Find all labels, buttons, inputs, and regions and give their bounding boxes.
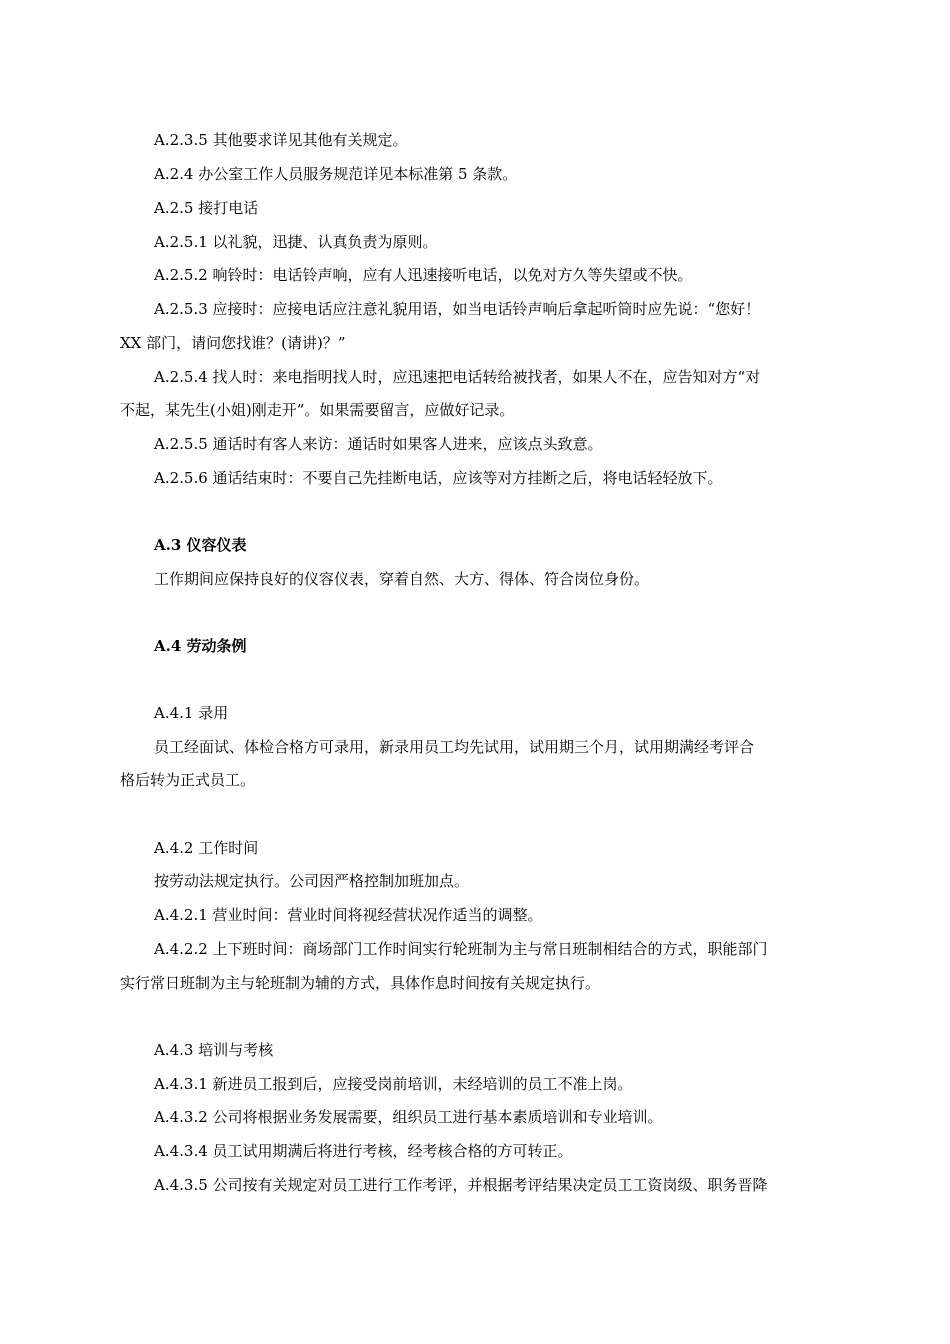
clause-a-2-5-5: A.2.5.5 通话时有客人来访：通话时如果客人进来，应该点头致意。: [154, 435, 603, 453]
clause-a-4-3: A.4.3 培训与考核: [154, 1041, 274, 1059]
clause-a-4-2-2: A.4.2.2 上下班时间：商场部门工作时间实行轮班制为主与常日班制相结合的方式，职能部门: [154, 940, 768, 958]
clause-a-2-5-1: A.2.5.1 以礼貌，迅捷、认真负责为原则。: [154, 233, 438, 251]
clause-a-2-5-6: A.2.5.6 通话结束时：不要自己先挂断电话，应该等对方挂断之后，将电话轻轻放下。: [154, 469, 723, 487]
paragraph-a-3: 工作期间应保持良好的仪容仪表，穿着自然、大方、得体、符合岗位身份。: [154, 570, 650, 588]
clause-a-4-2: A.4.2 工作时间: [154, 839, 259, 857]
section-heading-a-4: A.4 劳动条例: [154, 637, 247, 655]
clause-a-2-5: A.2.5 接打电话: [154, 199, 259, 217]
clause-a-4-3-2: A.4.3.2 公司将根据业务发展需要，组织员工进行基本素质培训和专业培训。: [154, 1108, 663, 1126]
clause-a-2-5-3: A.2.5.3 应接时：应接电话应注意礼貌用语，如当电话铃声响后拿起听筒时应先说：“您好！: [154, 300, 761, 318]
paragraph-a-4-2: 按劳动法规定执行。公司因严格控制加班加点。: [154, 872, 470, 890]
clause-a-4-3-4: A.4.3.4 员工试用期满后将进行考核，经考核合格的方可转正。: [154, 1142, 573, 1160]
clause-a-2-5-4-continued: 不起，某先生(小姐)刚走开”。如果需要留言，应做好记录。: [120, 401, 515, 419]
paragraph-a-4-1-continued: 格后转为正式员工。: [120, 771, 256, 789]
clause-a-2-5-3-continued: XX 部门，请问您找谁？(请讲)？”: [120, 334, 346, 352]
clause-a-2-3-5: A.2.3.5 其他要求详见其他有关规定。: [154, 131, 408, 149]
paragraph-a-4-1: 员工经面试、体检合格方可录用，新录用员工均先试用，试用期三个月，试用期满经考评合: [154, 738, 755, 756]
clause-a-4-3-1: A.4.3.1 新进员工报到后，应接受岗前培训，未经培训的员工不准上岗。: [154, 1075, 633, 1093]
clause-a-4-3-5: A.4.3.5 公司按有关规定对员工进行工作考评，并根据考评结果决定员工工资岗级、职务晋降: [154, 1176, 768, 1194]
clause-a-4-2-2-continued: 实行常日班制为主与轮班制为辅的方式，具体作息时间按有关规定执行。: [120, 974, 601, 992]
clause-a-2-5-4: A.2.5.4 找人时：来电指明找人时，应迅速把电话转给被找者，如果人不在，应告知对方“对: [154, 368, 761, 386]
clause-a-2-5-2: A.2.5.2 响铃时：电话铃声响，应有人迅速接听电话，以免对方久等失望或不快。: [154, 266, 693, 284]
section-heading-a-3: A.3 仪容仪表: [154, 536, 247, 554]
clause-a-4-1: A.4.1 录用: [154, 704, 229, 722]
clause-a-4-2-1: A.4.2.1 营业时间：营业时间将视经营状况作适当的调整。: [154, 906, 543, 924]
clause-a-2-4: A.2.4 办公室工作人员服务规范详见本标准第 5 条款。: [154, 165, 518, 183]
